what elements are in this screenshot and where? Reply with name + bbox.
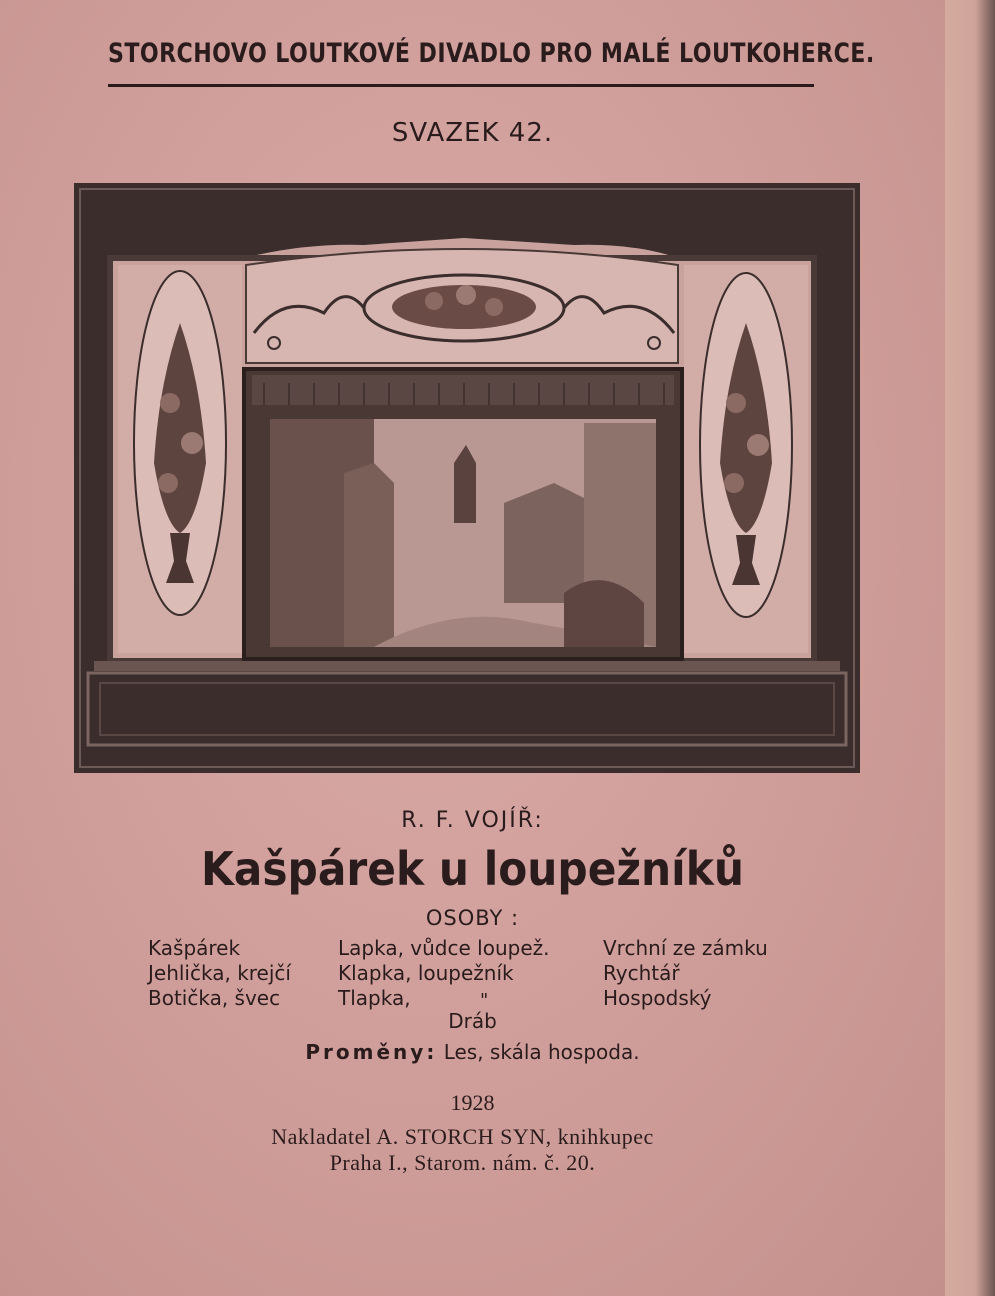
scenes-text: Les, skála hospoda. xyxy=(443,1040,640,1064)
cast-member: Vrchní ze zámku xyxy=(603,936,768,960)
page-edge xyxy=(945,0,995,1296)
play-title: Kašpárek u loupežníků xyxy=(201,842,744,896)
scenes-line xyxy=(0,1040,945,1064)
cast-column-3 xyxy=(603,936,768,1011)
cast-member: Botička, švec xyxy=(148,986,281,1010)
puppet-theatre-illustration xyxy=(74,183,860,773)
cast-heading: OSOBY : xyxy=(425,906,520,930)
cast-member: Kašpárek xyxy=(148,936,241,960)
header-rule xyxy=(108,84,814,87)
cast-column-1 xyxy=(148,936,291,1011)
scenes-label: Proměny: xyxy=(305,1040,438,1064)
cast-member: Jehlička, krejčí xyxy=(148,961,291,985)
ditto-mark: " xyxy=(480,990,489,1011)
cast-member-extra: Dráb xyxy=(448,1009,497,1033)
volume-number: SVAZEK 42. xyxy=(391,118,554,148)
series-title: STORCHOVO LOUTKOVÉ DIVADLO PRO MALÉ LOUTKOHERCE. xyxy=(108,38,875,69)
publication-year: 1928 xyxy=(450,1090,495,1115)
publisher-address: Praha I., Starom. nám. č. 20. xyxy=(329,1150,596,1175)
cast-member: Rychtář xyxy=(603,961,680,985)
cast-column-2 xyxy=(338,936,549,1011)
cast-member: Tlapka, xyxy=(338,986,411,1010)
cast-member: Lapka, vůdce loupež. xyxy=(338,936,550,960)
cast-member: Hospodský xyxy=(603,986,712,1010)
publisher: Nakladatel A. STORCH SYN, knihkupec xyxy=(271,1124,654,1149)
author: R. F. VOJÍŘ: xyxy=(401,808,544,833)
cast-member: Klapka, loupežník xyxy=(338,961,514,985)
